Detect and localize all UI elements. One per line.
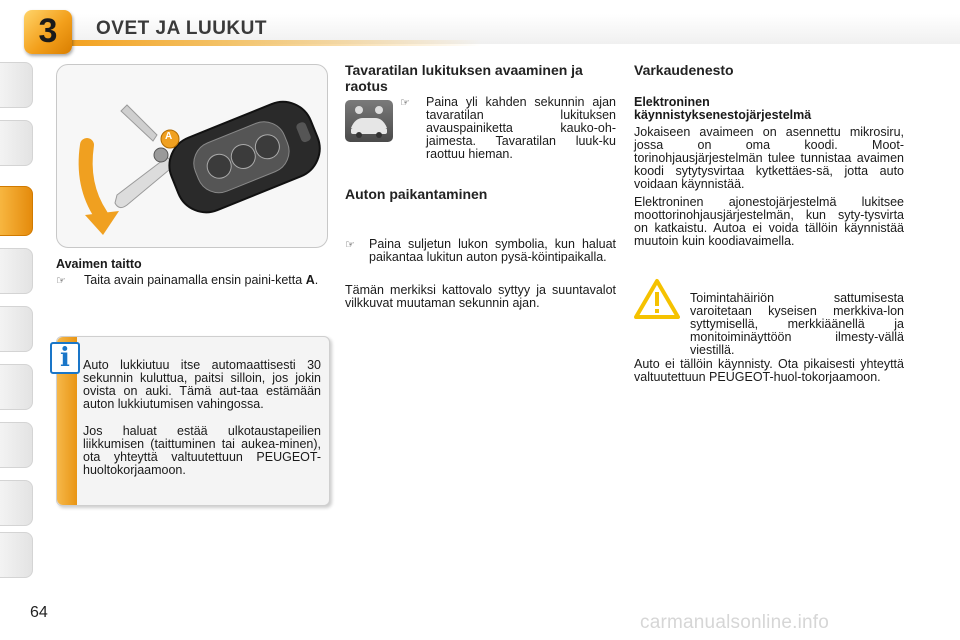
chapter-tab-2[interactable] [0,120,33,166]
pointing-hand-icon: ☞ [345,239,355,251]
chapter-tab-6[interactable] [0,364,33,410]
car-trunk-icon [345,100,393,142]
trunk-unlock-text: Paina yli kahden sekunnin ajan tavaratilan lukituksen avauspainiketta kauko-oh-jaimesta. Tavaratilan luuk-ku raottuu hieman. [426,95,616,161]
chapter-header [0,14,960,48]
immobilizer-subheading: Elektroninen käynnistyksenestojärjestelmä [634,95,812,122]
immobilizer-p1: Jokaiseen avaimeen on asennettu mikrosiru, jossa on oma koodi. Moot-torinohjausjärjestelmän tulee tunnistaa avaimen koodi sytytysvirtaa kytkettäes-sä, jotta auto voidaan käynnistää. [634,125,904,191]
chapter-tab-7[interactable] [0,422,33,468]
pointing-hand-icon: ☞ [56,275,66,287]
page-number: 64 [30,604,48,621]
warning-text: Toimintahäiriön sattumisesta varoitetaan kyseisen merkkiva-lon syttymisellä, merkkiäänellä ja monitoiminäyttöön ilmesty-vällä viestillä. [690,291,904,357]
pointing-hand-icon: ☞ [400,97,410,109]
info-note-box [56,336,330,506]
immobilizer-p2: Elektroninen ajonestojärjestelmä lukitsee moottorinohjausjärjestelmän, kun syty-tysvirta on katkaistu. Autoa ei voida tällöin käynnistää muutoin kuin koodiavaimella. [634,195,904,248]
trunk-unlock-heading: Tavaratilan lukituksen avaaminen ja raotus [345,62,583,94]
chapter-number: 3 [38,12,58,50]
header-swoosh [62,40,482,46]
info-icon: i [50,342,80,374]
chapter-title: OVET JA LUUKUT [96,18,267,39]
info-note-p1: Auto lukkiutuu itse automaattisesti 30 sekunnin kuluttua, paitsi silloin, jos jokin ovista on auki. Tämä aut-taa estämään auton lukkiutumisen vahingossa. [83,358,321,411]
key-fold-illustration [56,64,328,248]
key-fold-bullet [56,274,328,287]
chapter-tab-8[interactable] [0,480,33,526]
chapter-tab-4[interactable] [0,248,33,294]
trunk-unlock-bullet [400,96,616,161]
locate-car-bullet [345,238,616,264]
anti-theft-heading: Varkaudenesto [634,62,734,78]
button-a-label: A [165,131,173,142]
chapter-badge[interactable] [24,10,72,54]
info-note-p2: Jos haluat estää ulkotaustapeilien liikkumisen (taittuminen tai aukea-minen), ota yhteyttä valtuutettuun PEUGEOT-huoltokorjaamoon. [83,424,321,477]
locate-car-heading: Auton paikantaminen [345,186,488,202]
watermark: carmanualsonline.info [640,612,830,633]
warning-triangle-icon [634,278,680,320]
key-remote-icon [57,65,327,247]
key-fold-period: . [314,273,319,287]
chapter-tab-1[interactable] [0,62,33,108]
chapter-tab-3[interactable] [0,186,33,236]
chapter-tabs [0,62,36,582]
key-fold-heading: Avaimen taitto [56,257,142,271]
info-note-content [77,337,329,505]
immobilizer-p3: Auto ei tällöin käynnisty. Ota pikaisesti yhteyttä valtuutettuun PEUGEOT-huol-tokorjaamoon. [634,357,904,384]
chapter-tab-5[interactable] [0,306,33,352]
locate-car-text: Paina suljetun lukon symbolia, kun haluat paikantaa lukitun auton pysä-köintipaikalla. [369,237,616,264]
key-fold-text: Taita avain painamalla ensin paini-ketta [84,273,303,287]
chapter-tab-9[interactable] [0,532,33,578]
locate-car-para: Tämän merkiksi kattovalo syttyy ja suuntavalot vilkkuvat muutaman sekunnin ajan. [345,283,616,310]
key-fold-button-ref: A [305,273,315,287]
